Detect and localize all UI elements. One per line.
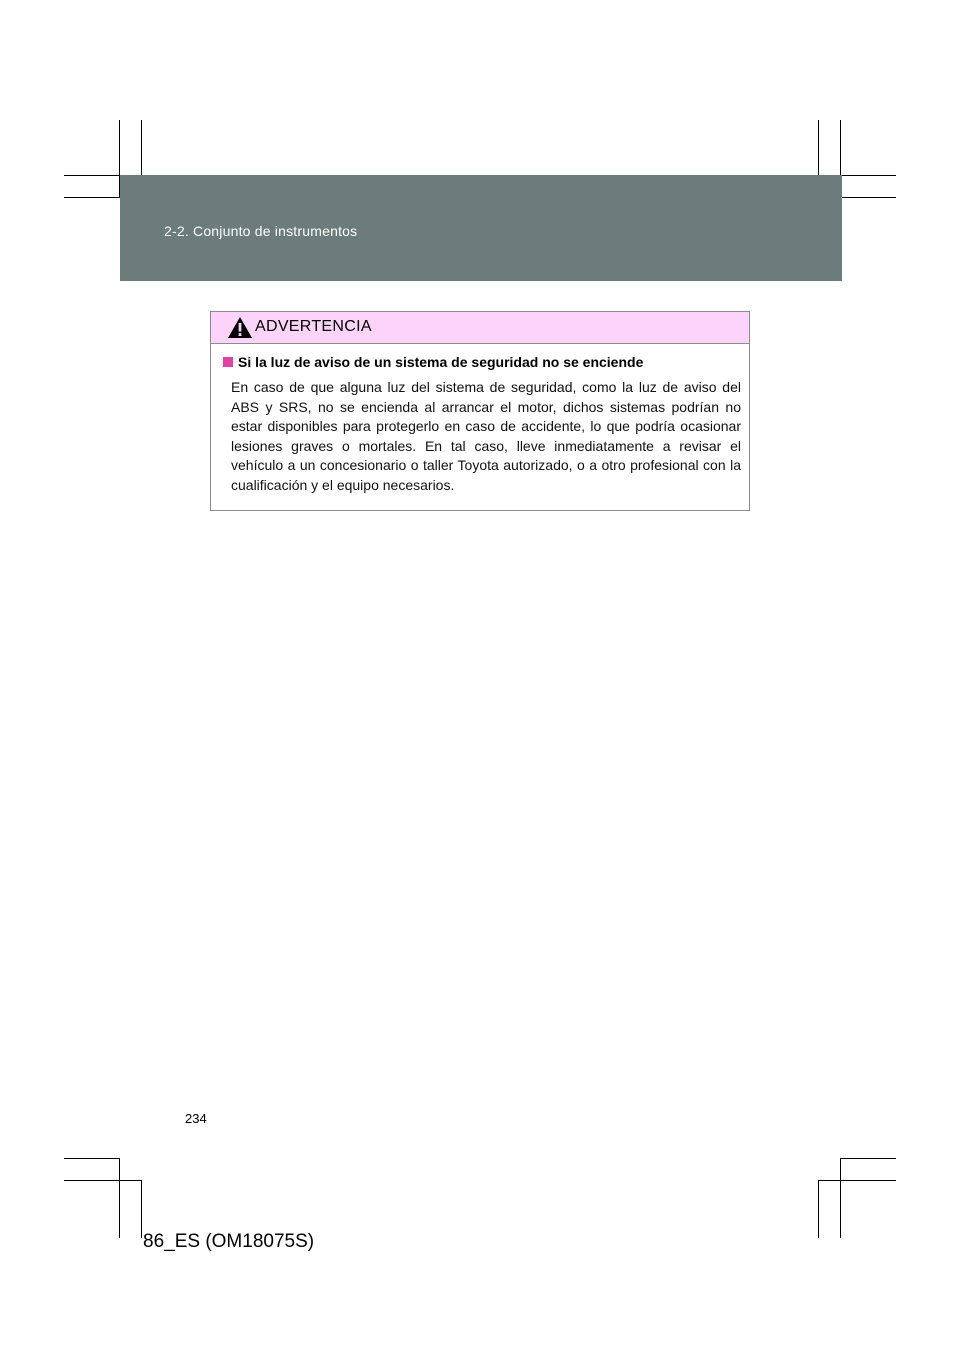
crop-mark	[818, 1180, 896, 1181]
warning-heading-text: Si la luz de aviso de un sistema de seguridad no se enciende	[238, 354, 644, 370]
crop-mark	[141, 120, 142, 175]
warning-subheading	[223, 354, 741, 370]
crop-mark	[141, 1180, 142, 1238]
page-number: 234	[185, 1111, 207, 1126]
crop-mark	[64, 1158, 120, 1159]
crop-mark	[840, 1158, 896, 1159]
document-code: 86_ES (OM18075S)	[143, 1231, 315, 1252]
section-header-band	[120, 175, 842, 281]
crop-mark	[840, 197, 896, 198]
crop-mark	[818, 120, 819, 175]
crop-mark	[64, 1180, 142, 1181]
warning-paragraph: En caso de que alguna luz del sistema de seguridad, como la luz de aviso del ABS y SRS, no se encienda al arrancar el motor, dichos sistemas podrían no estar disponibles para protegerlo en caso de accidente, lo que podría ocasionar lesiones graves o mortales. En tal caso, lleve inmediatamente a revisar el vehículo a un concesionario o taller Toyota autorizado, o a otro profesional con la cualificación y el equipo necesarios.	[231, 379, 741, 493]
warning-title: ADVERTENCIA	[255, 318, 372, 335]
crop-mark	[818, 1180, 819, 1238]
section-title: 2-2. Conjunto de instrumentos	[164, 223, 358, 239]
warning-triangle-icon	[227, 316, 253, 339]
warning-header	[211, 312, 749, 344]
warning-body	[211, 344, 749, 495]
crop-mark	[840, 1158, 841, 1238]
warning-box	[210, 311, 750, 511]
square-bullet-icon	[223, 357, 233, 367]
crop-mark	[64, 197, 120, 198]
crop-mark	[119, 1158, 120, 1238]
